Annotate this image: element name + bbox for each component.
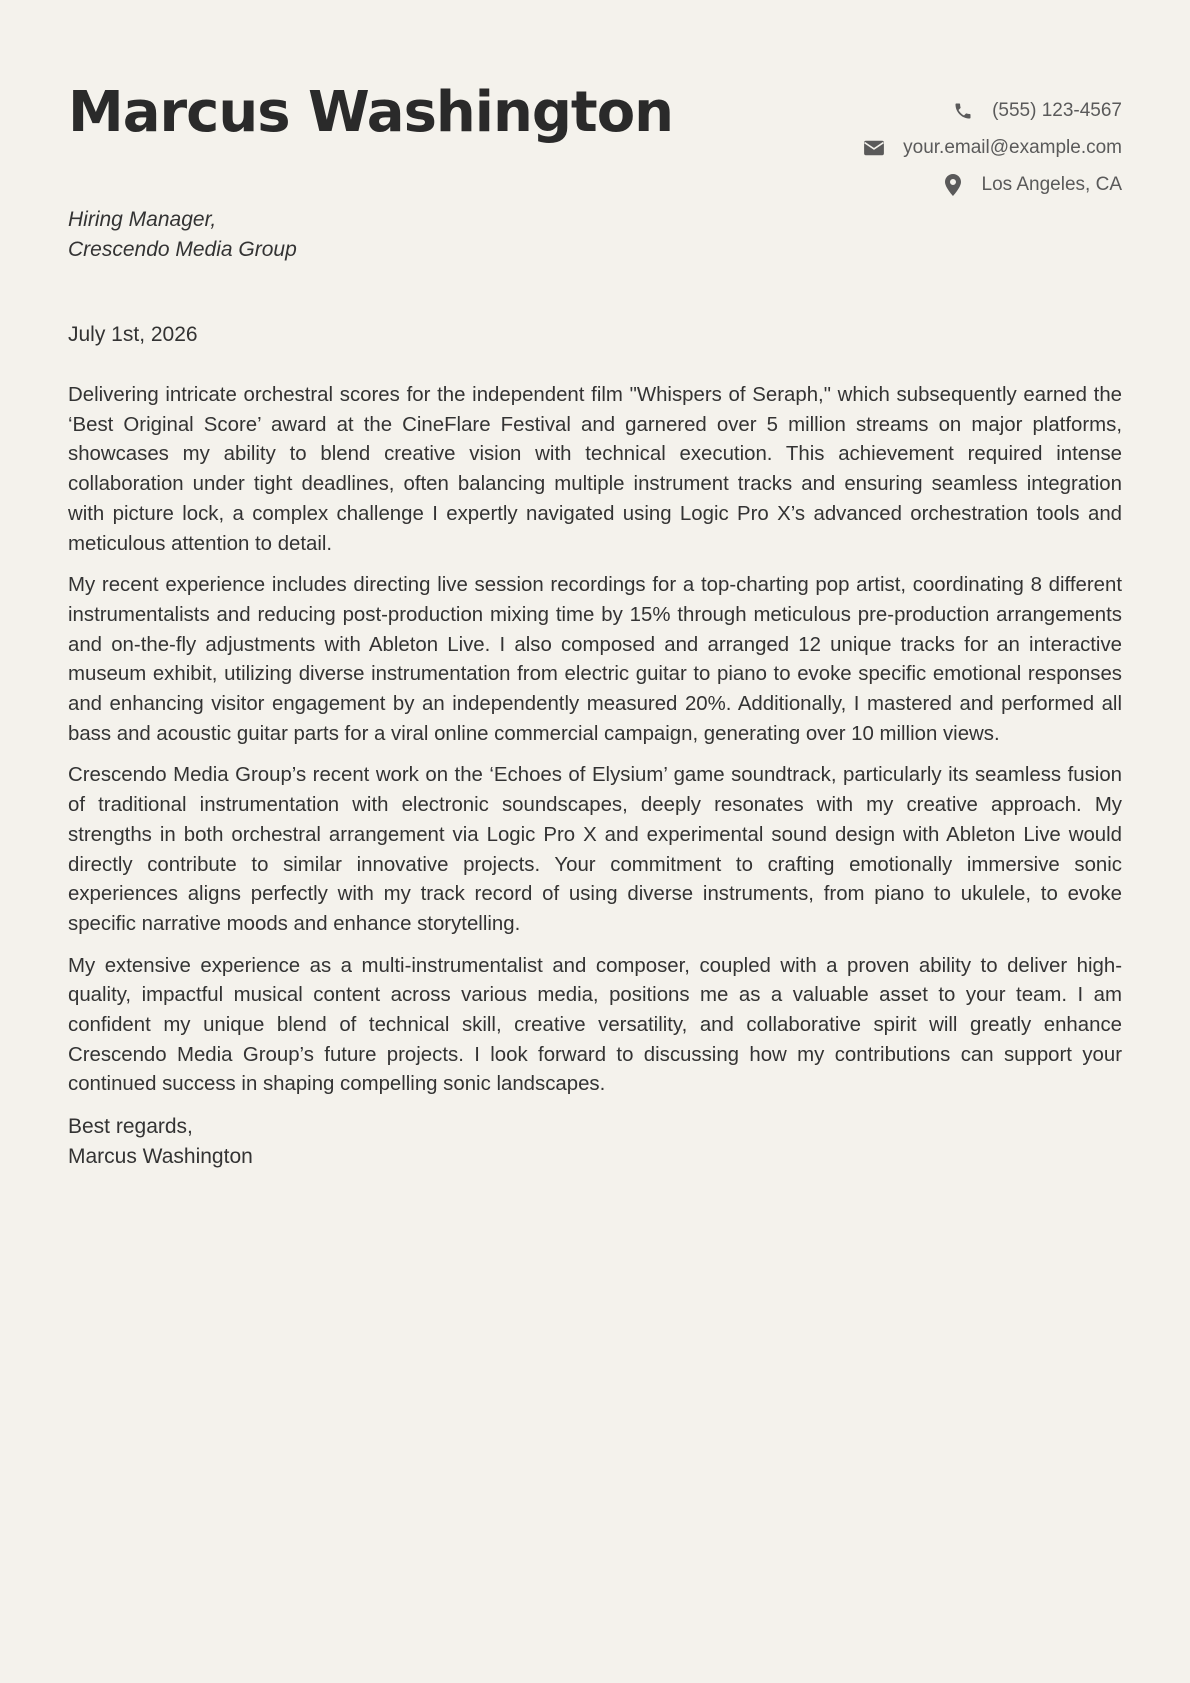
recipient-title: Hiring Manager, [68, 208, 217, 231]
contact-info [863, 92, 1122, 203]
body-paragraph-2: My recent experience includes directing live session recordings for a top-charting pop artist, coordinating 8 different instrumentalists and reducing post-production mixing time by 15% through meticulous pre-production arrangements and on-the-fly adjustments with Ableton Live. I also composed and arranged 12 unique tracks for an interactive museum exhibit, utilizing diverse instrumentation from electric guitar to piano to evoke specific emotional responses and enhancing visitor engagement by an independently measured 20%. Additionally, I mastered and performed all bass and acoustic guitar parts for a viral online commercial campaign, generating over 10 million views. [68, 574, 1122, 745]
envelope-icon [863, 137, 885, 159]
body-paragraph-3: Crescendo Media Group’s recent work on the ‘Echoes of Elysium’ game soundtrack, particularly its seamless fusion of traditional instrumentation with electronic soundscapes, deeply resonates with my creative approach. My strengths in both orchestral arrangement via Logic Pro X and experimental sound design with Ableton Live would directly contribute to similar innovative projects. Your commitment to crafting emotionally immersive sonic experiences aligns perfectly with my track record of using diverse instruments, from piano to ukulele, to evoke specific narrative moods and enhance storytelling. [68, 764, 1122, 935]
contact-phone: (555) 123-4567 [992, 99, 1122, 121]
contact-email-row [863, 129, 1122, 166]
closing-salutation: Best regards, [68, 1115, 193, 1139]
phone-icon [952, 100, 974, 122]
body-paragraph-4: My extensive experience as a multi-instrumentalist and composer, coupled with a proven ability to deliver high-quality, impactful musical content across various media, positions me as a valuable asset to your team. I am confident my unique blend of technical skill, creative versatility, and collaborative spirit will greatly enhance Crescendo Media Group’s future projects. I look forward to discussing how my contributions can support your continued success in shaping compelling sonic landscapes. [68, 954, 1122, 1096]
letter-body [68, 381, 1122, 1100]
contact-phone-row [863, 92, 1122, 129]
letter-date: July 1st, 2026 [68, 323, 198, 346]
applicant-name: Marcus Washington [68, 80, 674, 145]
map-pin-icon [942, 174, 964, 196]
letter-header [68, 0, 1122, 205]
contact-location: Los Angeles, CA [981, 173, 1122, 195]
closing-signature: Marcus Washington [68, 1144, 253, 1168]
recipient-company: Crescendo Media Group [68, 238, 297, 261]
contact-email: your.email@example.com [903, 136, 1122, 158]
recipient-block [68, 205, 1122, 265]
body-paragraph-1: Delivering intricate orchestral scores for the independent film "Whispers of Seraph," which subsequently earned the ‘Best Original Score’ award at the CineFlare Festival and garnered over 5 million streams on major platforms, showcases my ability to blend creative vision with technical execution. This achievement required intense collaboration under tight deadlines, often balancing multiple instrument tracks and ensuring seamless integration with picture lock, a complex challenge I expertly navigated using Logic Pro X’s advanced orchestration tools and meticulous attention to detail. [68, 384, 1122, 555]
closing-block [68, 1112, 1122, 1171]
contact-location-row [863, 166, 1122, 203]
